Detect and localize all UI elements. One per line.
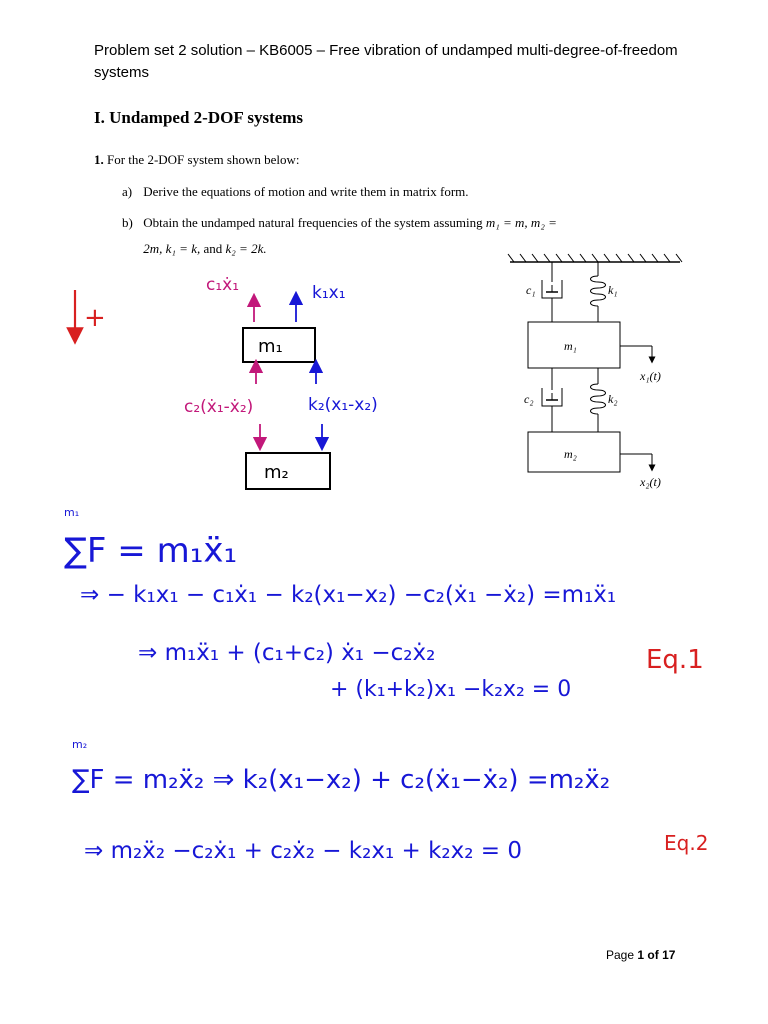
ceiling-hatch	[508, 254, 682, 262]
label-x1: x₁(t)	[640, 369, 661, 383]
free-body-diagram	[75, 275, 378, 489]
equation-line-1: ⇒ − k₁x₁ − c₁ẋ₁ − k₂(x₁−x₂) −c₂(ẋ₁ −ẋ₂) =m₁ẍ₁	[80, 582, 617, 608]
force-k2-label: k₂(x₁-x₂)	[308, 395, 378, 415]
spring-k2-symbol	[591, 368, 606, 432]
positive-sign: +	[84, 303, 106, 333]
page-footer	[606, 948, 675, 962]
sum-forces-m2: ∑F = m₂ẍ₂ ⇒ k₂(x₁−x₂) + c₂(ẋ₁−ẋ₂) =m₂ẍ₂	[72, 765, 611, 795]
section-title: I. Undamped 2-DOF systems	[94, 108, 304, 127]
part-b-math-3: k₂ = 2k.	[225, 241, 267, 256]
equation-line-3: + (k₁+k₂)x₁ −k₂x₂ = 0	[330, 677, 572, 702]
question-text: For the 2-DOF system shown below:	[107, 152, 300, 167]
label-c1: c₁	[526, 283, 536, 297]
part-a-text: Derive the equations of motion and write them in matrix form.	[143, 184, 469, 199]
question-number: 1.	[94, 152, 104, 167]
equation-line-4: ⇒ m₂ẍ₂ −c₂ẋ₁ + c₂ẋ₂ − k₂x₁ + k₂x₂ = 0	[84, 838, 522, 864]
spring-mass-diagram	[508, 254, 682, 489]
handwritten-equations	[64, 506, 708, 864]
part-b-label: b)	[122, 215, 133, 230]
part-b-math-1: m₁ = m, m₂ =	[485, 215, 557, 230]
part-b-text: Obtain the undamped natural frequencies of the system assuming	[143, 215, 483, 230]
label-x2: x₂(t)	[640, 475, 661, 489]
force-c1-label: c₁ẋ₁	[206, 275, 240, 295]
force-c2-label: c₂(ẋ₁-ẋ₂)	[184, 397, 254, 417]
eq2-tag: Eq.2	[664, 831, 709, 855]
damper-c2-symbol	[542, 368, 562, 432]
sum-forces-m1: ∑F = m₁ẍ₁	[64, 531, 238, 571]
label-m2: m₂	[564, 447, 577, 461]
label-k2: k₂	[608, 392, 618, 406]
part-b-math-2: 2m, k₁ = k,	[143, 241, 201, 256]
page-number: 1	[637, 948, 645, 962]
m1-tag: m₁	[64, 506, 80, 519]
label-m1: m₁	[564, 339, 577, 353]
fbd-m1-label: m₁	[258, 336, 283, 357]
page-label: Page	[606, 948, 635, 962]
x1-arrow	[620, 346, 652, 360]
document-header: Problem set 2 solution – KB6005 – Free vibration of undamped multi-degree-of-freedom systems	[94, 42, 678, 81]
page-of-label: of	[647, 948, 659, 962]
label-k1: k₁	[608, 283, 618, 297]
force-k1-label: k₁x₁	[312, 283, 346, 303]
m2-tag: m₂	[72, 738, 88, 751]
damper-c1-symbol	[542, 262, 562, 322]
x2-arrow	[620, 454, 652, 468]
eq1-tag: Eq.1	[646, 645, 704, 675]
equation-line-2: ⇒ m₁ẍ₁ + (c₁+c₂) ẋ₁ −c₂ẋ₂	[138, 640, 436, 666]
part-b-and: and	[203, 241, 223, 256]
label-c2: c₂	[524, 392, 534, 406]
spring-k1-symbol	[591, 262, 606, 322]
fbd-m2-label: m₂	[264, 462, 289, 483]
page-total: 17	[662, 948, 676, 962]
part-a-label: a)	[122, 184, 133, 199]
